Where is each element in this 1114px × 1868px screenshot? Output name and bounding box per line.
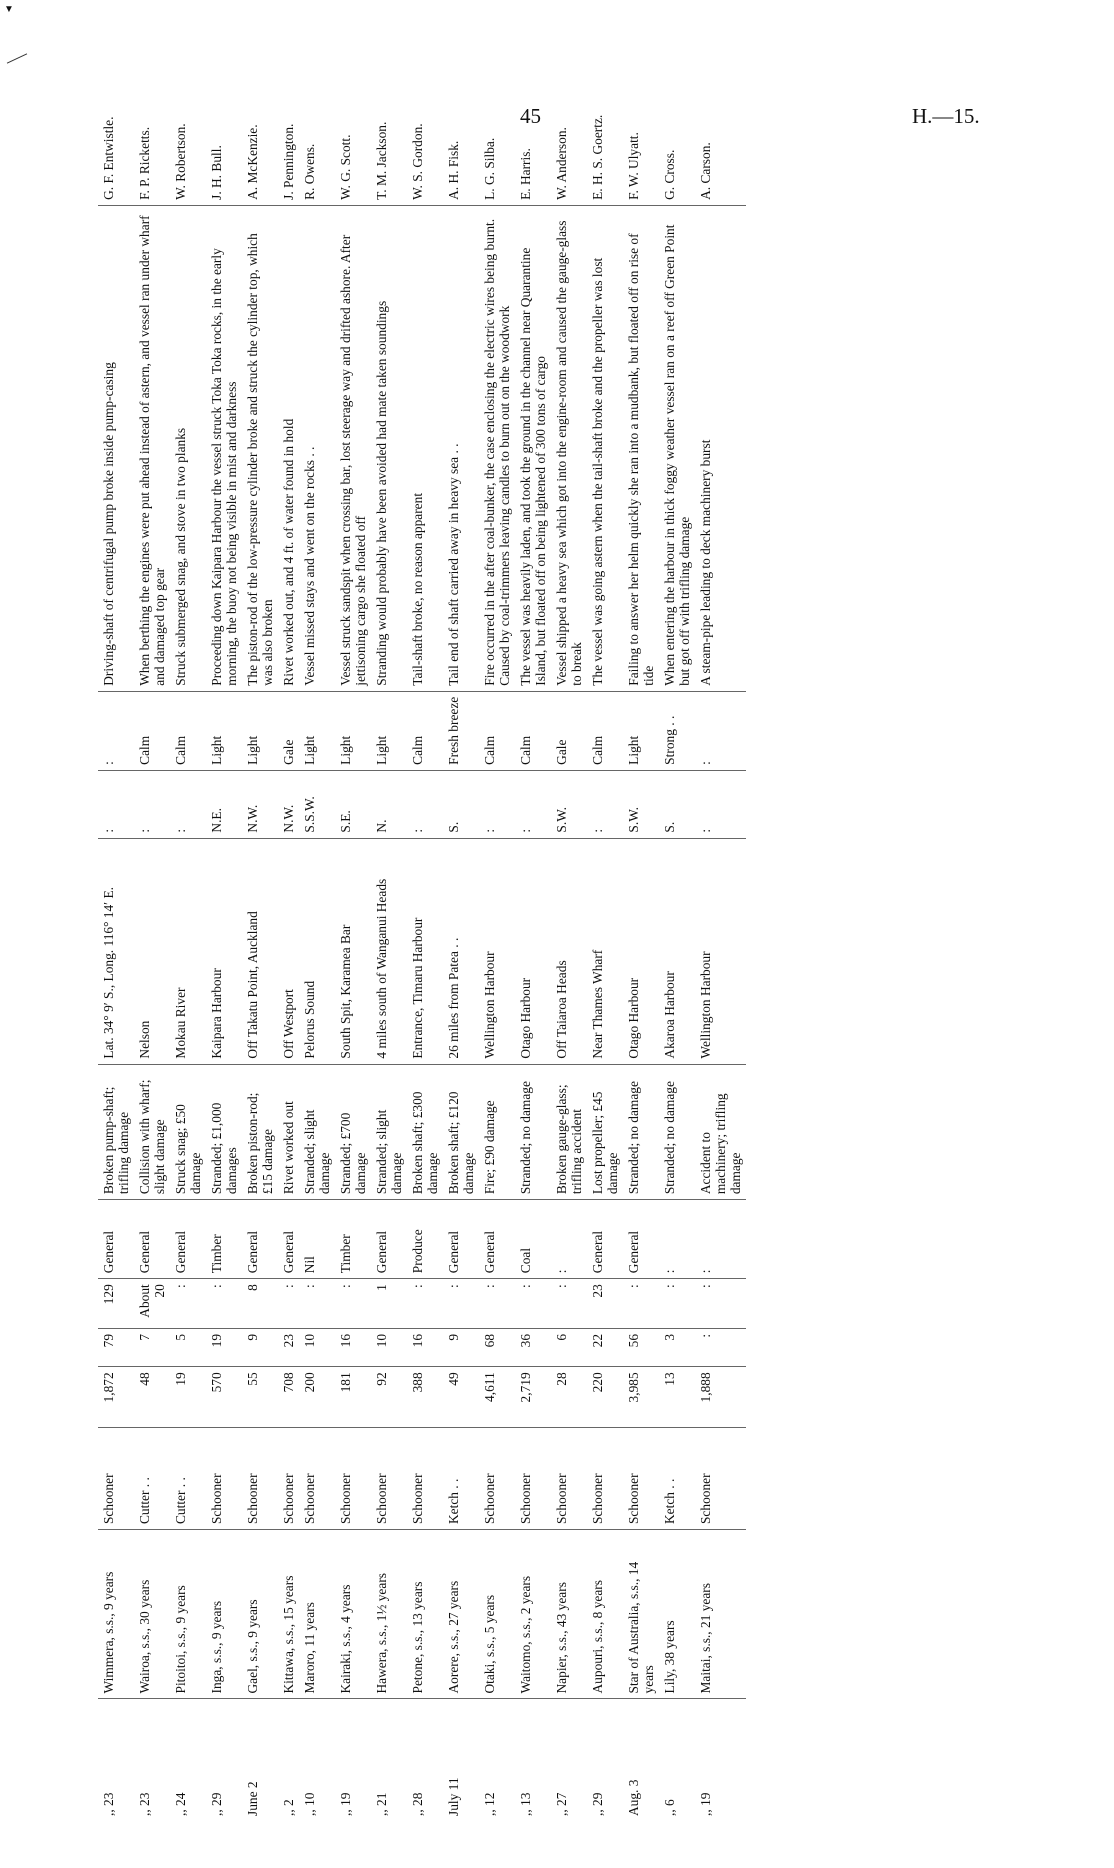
wind-direction-cell: N.W. <box>278 770 299 838</box>
wind-force-cell: Light <box>335 691 371 770</box>
crew-cell: 7 <box>134 1328 170 1366</box>
wind-force-cell: Gale <box>278 691 299 770</box>
master-cell: E. Harris. <box>515 81 551 205</box>
rig-cell: Schooner <box>551 1428 587 1530</box>
master-cell: J. H. Bull. <box>206 81 242 205</box>
crew-cell: 5 <box>170 1328 206 1366</box>
crew-cell: 22 <box>587 1328 623 1366</box>
tonnage-cell: 2,719 <box>515 1367 551 1428</box>
tonnage-cell: 388 <box>407 1367 443 1428</box>
cargo-cell: General <box>443 1200 479 1279</box>
wind-direction-cell: : <box>587 770 623 838</box>
cause-cell: The vessel was going astern when the tail-shaft broke and the propeller was lost <box>587 205 623 691</box>
passengers-cell: : <box>479 1279 515 1329</box>
master-cell: G. F. Entwistle. <box>98 81 134 205</box>
rig-cell: Schooner <box>299 1428 335 1530</box>
wind-direction-cell: : <box>695 770 746 838</box>
wind-force-cell: Calm <box>170 691 206 770</box>
wind-force-cell: Gale <box>551 691 587 770</box>
table-row <box>299 81 335 1821</box>
place-cell: Kaipara Harbour <box>206 838 242 1064</box>
wind-direction-cell: : <box>134 770 170 838</box>
vessel-cell: Star of Australia, s.s., 14 years <box>623 1530 659 1699</box>
passengers-cell: 8 <box>242 1279 278 1329</box>
rig-cell: Schooner <box>407 1428 443 1530</box>
passengers-cell: 129 <box>98 1279 134 1329</box>
vessel-cell: Gael, s.s., 9 years <box>242 1530 278 1699</box>
table-row <box>98 81 134 1821</box>
place-cell: Off Takatu Point, Auckland <box>242 838 278 1064</box>
tonnage-cell: 200 <box>299 1367 335 1428</box>
passengers-cell: : <box>170 1279 206 1329</box>
nature-cell: Lost propeller; £45 damage <box>587 1064 623 1200</box>
rig-cell: Schooner <box>515 1428 551 1530</box>
table-row <box>623 81 659 1821</box>
rig-cell: Cutter . . <box>170 1428 206 1530</box>
vessel-cell: Inga, s.s., 9 years <box>206 1530 242 1699</box>
wind-force-cell: Light <box>206 691 242 770</box>
tonnage-cell: 708 <box>278 1367 299 1428</box>
master-cell: L. G. Silba. <box>479 81 515 205</box>
master-cell: F. P. Ricketts. <box>134 81 170 205</box>
date-cell: ,, 29 <box>590 1792 605 1816</box>
casualty-table-rotated <box>98 81 1058 1821</box>
passengers-cell: : <box>299 1279 335 1329</box>
page-reference: H.—15. <box>912 104 980 128</box>
vessel-cell: Aupouri, s.s., 8 years <box>587 1530 623 1699</box>
wind-force-cell: Calm <box>587 691 623 770</box>
nature-cell: Fire; £90 damage <box>479 1064 515 1200</box>
wind-force-cell: Light <box>371 691 407 770</box>
place-cell: Pelorus Sound <box>299 838 335 1064</box>
date-cell: ,, 19 <box>338 1792 353 1816</box>
rig-cell: Schooner <box>98 1428 134 1530</box>
cargo-cell: General <box>371 1200 407 1279</box>
nature-cell: Collision with wharf; slight damage <box>134 1064 170 1200</box>
passengers-cell: : <box>515 1279 551 1329</box>
cause-cell: Rivet worked out, and 4 ft. of water found in hold <box>278 205 299 691</box>
crew-cell: 3 <box>659 1328 695 1366</box>
wind-force-cell: Strong . . <box>659 691 695 770</box>
wind-direction-cell: S.W. <box>623 770 659 838</box>
page-number: 45 <box>520 104 541 128</box>
table-row <box>587 81 623 1821</box>
tonnage-cell: 3,985 <box>623 1367 659 1428</box>
date-cell: Aug. 3 <box>626 1779 641 1816</box>
nature-cell: Struck snag; £50 damage <box>170 1064 206 1200</box>
crew-cell: 16 <box>335 1328 371 1366</box>
table-row <box>407 81 443 1821</box>
nature-cell: Stranded; no damage <box>659 1064 695 1200</box>
master-cell: G. Cross. <box>659 81 695 205</box>
date-cell: ,, 29 <box>209 1792 224 1816</box>
wind-direction-cell: : <box>170 770 206 838</box>
passengers-cell: : <box>206 1279 242 1329</box>
master-cell: T. M. Jackson. <box>371 81 407 205</box>
place-cell: Off Westport <box>278 838 299 1064</box>
cargo-cell: : <box>659 1200 695 1279</box>
table-row <box>515 81 551 1821</box>
passengers-cell: : <box>443 1279 479 1329</box>
casualty-table <box>98 81 746 1821</box>
vessel-cell: Kairaki, s.s., 4 years <box>335 1530 371 1699</box>
vessel-cell: Kittawa, s.s., 15 years <box>278 1530 299 1699</box>
rig-cell: Schooner <box>695 1428 746 1530</box>
place-cell: Wellington Harbour <box>479 838 515 1064</box>
crew-cell: 23 <box>278 1328 299 1366</box>
nature-cell: Stranded; £1,000 damages <box>206 1064 242 1200</box>
master-cell: F. W. Ulyatt. <box>623 81 659 205</box>
nature-cell: Broken shaft; £300 damage <box>407 1064 443 1200</box>
wind-force-cell: Calm <box>515 691 551 770</box>
cargo-cell: : <box>551 1200 587 1279</box>
nature-cell: Stranded; £700 damage <box>335 1064 371 1200</box>
place-cell: 26 miles from Patea . . <box>443 838 479 1064</box>
date-cell: ,, 2 <box>281 1799 296 1816</box>
crew-cell: : <box>695 1328 746 1366</box>
crew-cell: 79 <box>98 1328 134 1366</box>
master-cell: E. H. S. Goertz. <box>587 81 623 205</box>
margin-stroke <box>7 53 27 63</box>
rig-cell: Schooner <box>623 1428 659 1530</box>
place-cell: Entrance, Timaru Harbour <box>407 838 443 1064</box>
cause-cell: Fire occurred in the after coal-bunker, the case enclosing the electric wires being burnt. Caused by coal-trimmers leaving candles to burn out on the woodwork <box>479 205 515 691</box>
tonnage-cell: 92 <box>371 1367 407 1428</box>
wind-direction-cell: S. <box>443 770 479 838</box>
nature-cell: Broken piston-rod; £15 damage <box>242 1064 278 1200</box>
cargo-cell: General <box>242 1200 278 1279</box>
crew-cell: 9 <box>443 1328 479 1366</box>
cargo-cell: Timber <box>206 1200 242 1279</box>
crew-cell: 6 <box>551 1328 587 1366</box>
nature-cell: Stranded; no damage <box>515 1064 551 1200</box>
cause-cell: Tail end of shaft carried away in heavy sea . . <box>443 205 479 691</box>
date-cell: ,, 19 <box>698 1792 713 1816</box>
wind-force-cell: : <box>695 691 746 770</box>
passengers-cell: : <box>695 1279 746 1329</box>
cargo-cell: General <box>134 1200 170 1279</box>
cargo-cell: General <box>98 1200 134 1279</box>
date-cell: July 11 <box>446 1777 461 1816</box>
master-cell: W. S. Gordon. <box>407 81 443 205</box>
cause-cell: The vessel was heavily laden, and took the ground in the channel near Quarantine Island, but floated off on being lightened of 300 tons of cargo <box>515 205 551 691</box>
cause-cell: Proceeding down Kaipara Harbour the vessel struck Toka Toka rocks, in the early morning, the buoy not being visible in mist and darkness <box>206 205 242 691</box>
vessel-cell: Napier, s.s., 43 years <box>551 1530 587 1699</box>
crew-cell: 10 <box>371 1328 407 1366</box>
table-row <box>170 81 206 1821</box>
passengers-cell: : <box>407 1279 443 1329</box>
wind-direction-cell: S. <box>659 770 695 838</box>
cause-cell: Struck submerged snag, and stove in two planks <box>170 205 206 691</box>
master-cell: A. McKenzie. <box>242 81 278 205</box>
crew-cell: 9 <box>242 1328 278 1366</box>
tonnage-cell: 19 <box>170 1367 206 1428</box>
passengers-cell: : <box>335 1279 371 1329</box>
wind-force-cell: Light <box>623 691 659 770</box>
wind-direction-cell: : <box>98 770 134 838</box>
crew-cell: 10 <box>299 1328 335 1366</box>
rig-cell: Schooner <box>278 1428 299 1530</box>
tonnage-cell: 1,888 <box>695 1367 746 1428</box>
tonnage-cell: 28 <box>551 1367 587 1428</box>
date-cell: ,, 6 <box>662 1799 677 1816</box>
date-cell: ,, 10 <box>302 1792 317 1816</box>
table-row <box>278 81 299 1821</box>
passengers-cell: 23 <box>587 1279 623 1329</box>
date-cell: ,, 28 <box>410 1792 425 1816</box>
rig-cell: Schooner <box>206 1428 242 1530</box>
cause-cell: Vessel struck sandspit when crossing bar, lost steerage way and drifted ashore. After jettisoning cargo she floated off <box>335 205 371 691</box>
vessel-cell: Maitai, s.s., 21 years <box>695 1530 746 1699</box>
vessel-cell: Petone, s.s., 13 years <box>407 1530 443 1699</box>
tonnage-cell: 570 <box>206 1367 242 1428</box>
date-cell: ,, 12 <box>482 1792 497 1816</box>
rig-cell: Schooner <box>479 1428 515 1530</box>
nature-cell: Stranded; slight damage <box>299 1064 335 1200</box>
passengers-cell: : <box>278 1279 299 1329</box>
cause-cell: The piston-rod of the low-pressure cylinder broke and struck the cylinder top, which was also broken <box>242 205 278 691</box>
wind-direction-cell: : <box>407 770 443 838</box>
table-row <box>479 81 515 1821</box>
wind-force-cell: Fresh breeze <box>443 691 479 770</box>
cargo-cell: General <box>479 1200 515 1279</box>
nature-cell: Rivet worked out <box>278 1064 299 1200</box>
wind-force-cell: Calm <box>407 691 443 770</box>
cause-cell: Driving-shaft of centrifugal pump broke inside pump-casing <box>98 205 134 691</box>
table-row <box>659 81 695 1821</box>
tonnage-cell: 13 <box>659 1367 695 1428</box>
date-cell: ,, 27 <box>554 1792 569 1816</box>
cargo-cell: General <box>170 1200 206 1279</box>
tonnage-cell: 49 <box>443 1367 479 1428</box>
cause-cell: When entering the harbour in thick foggy weather vessel ran on a reef off Green Point but got off with trifling damage <box>659 205 695 691</box>
cause-cell: Stranding would probably have been avoided had mate taken soundings <box>371 205 407 691</box>
nature-cell: Accident to machinery; trifling damage <box>695 1064 746 1200</box>
cargo-cell: : <box>695 1200 746 1279</box>
place-cell: South Spit, Karamea Bar <box>335 838 371 1064</box>
passengers-cell: : <box>623 1279 659 1329</box>
place-cell: 4 miles south of Wanganui Heads <box>371 838 407 1064</box>
vessel-cell: Aorere, s.s., 27 years <box>443 1530 479 1699</box>
place-cell: Wellington Harbour <box>695 838 746 1064</box>
tonnage-cell: 181 <box>335 1367 371 1428</box>
passengers-cell: : <box>659 1279 695 1329</box>
vessel-cell: Wimmera, s.s., 9 years <box>98 1530 134 1699</box>
crew-cell: 56 <box>623 1328 659 1366</box>
wind-direction-cell: : <box>479 770 515 838</box>
master-cell: A. H. Fisk. <box>443 81 479 205</box>
table-row <box>206 81 242 1821</box>
wind-force-cell: : <box>98 691 134 770</box>
wind-force-cell: Light <box>299 691 335 770</box>
date-cell: ,, 23 <box>101 1792 116 1816</box>
wind-direction-cell: N. <box>371 770 407 838</box>
date-cell: ,, 23 <box>137 1792 152 1816</box>
tonnage-cell: 220 <box>587 1367 623 1428</box>
master-cell: W. Robertson. <box>170 81 206 205</box>
cause-cell: Tail-shaft broke, no reason apparent <box>407 205 443 691</box>
wind-force-cell: Calm <box>479 691 515 770</box>
corner-mark: ▼ <box>4 4 14 15</box>
rig-cell: Cutter . . <box>134 1428 170 1530</box>
table-row <box>134 81 170 1821</box>
cause-cell: Vessel shipped a heavy sea which got into the engine-room and caused the gauge-glass to break <box>551 205 587 691</box>
cargo-cell: General <box>278 1200 299 1279</box>
cargo-cell: Produce <box>407 1200 443 1279</box>
wind-force-cell: Light <box>242 691 278 770</box>
master-cell: R. Owens. <box>299 81 335 205</box>
table-row <box>551 81 587 1821</box>
table-row <box>371 81 407 1821</box>
place-cell: Near Thames Wharf <box>587 838 623 1064</box>
cause-cell: When berthing the engines were put ahead instead of astern, and vessel ran under wharf and damaged top gear <box>134 205 170 691</box>
passengers-cell: : <box>551 1279 587 1329</box>
rig-cell: Ketch . . <box>659 1428 695 1530</box>
date-cell: ,, 13 <box>518 1792 533 1816</box>
table-body <box>98 81 746 1821</box>
vessel-cell: Waitomo, s.s., 2 years <box>515 1530 551 1699</box>
tonnage-cell: 55 <box>242 1367 278 1428</box>
rig-cell: Schooner <box>335 1428 371 1530</box>
nature-cell: Stranded; slight damage <box>371 1064 407 1200</box>
tonnage-cell: 1,872 <box>98 1367 134 1428</box>
table-row <box>335 81 371 1821</box>
place-cell: Akaroa Harbour <box>659 838 695 1064</box>
vessel-cell: Lily, 38 years <box>659 1530 695 1699</box>
crew-cell: 36 <box>515 1328 551 1366</box>
master-cell: W. G. Scott. <box>335 81 371 205</box>
master-cell: J. Pennington. <box>278 81 299 205</box>
master-cell: A. Carson. <box>695 81 746 205</box>
place-cell: Off Taiaroa Heads <box>551 838 587 1064</box>
nature-cell: Broken gauge-glass; trifling accident <box>551 1064 587 1200</box>
cargo-cell: General <box>623 1200 659 1279</box>
crew-cell: 68 <box>479 1328 515 1366</box>
crew-cell: 19 <box>206 1328 242 1366</box>
table-row <box>443 81 479 1821</box>
rig-cell: Ketch . . <box>443 1428 479 1530</box>
place-cell: Mokau River <box>170 838 206 1064</box>
vessel-cell: Otaki, s.s., 5 years <box>479 1530 515 1699</box>
nature-cell: Broken shaft; £120 damage <box>443 1064 479 1200</box>
wind-direction-cell: S.E. <box>335 770 371 838</box>
cargo-cell: Timber <box>335 1200 371 1279</box>
passengers-cell: About 20 <box>134 1279 170 1329</box>
place-cell: Otago Harbour <box>515 838 551 1064</box>
wind-direction-cell: S.W. <box>551 770 587 838</box>
rig-cell: Schooner <box>242 1428 278 1530</box>
table-row <box>242 81 278 1821</box>
wind-direction-cell: : <box>515 770 551 838</box>
vessel-cell: Hawera, s.s., 1½ years <box>371 1530 407 1699</box>
table-row <box>695 81 746 1821</box>
rig-cell: Schooner <box>587 1428 623 1530</box>
vessel-cell: Pitoitoi, s.s., 9 years <box>170 1530 206 1699</box>
date-cell: ,, 24 <box>173 1792 188 1816</box>
crew-cell: 16 <box>407 1328 443 1366</box>
cargo-cell: General <box>587 1200 623 1279</box>
wind-force-cell: Calm <box>134 691 170 770</box>
rig-cell: Schooner <box>371 1428 407 1530</box>
cargo-cell: Coal <box>515 1200 551 1279</box>
tonnage-cell: 48 <box>134 1367 170 1428</box>
place-cell: Lat. 34° 9′ S., Long. 116° 14′ E. <box>98 838 134 1064</box>
nature-cell: Stranded; no damage <box>623 1064 659 1200</box>
vessel-cell: Wairoa, s.s., 30 years <box>134 1530 170 1699</box>
date-cell: June 2 <box>245 1781 260 1816</box>
cargo-cell: Nil <box>299 1200 335 1279</box>
master-cell: W. Anderson. <box>551 81 587 205</box>
place-cell: Nelson <box>134 838 170 1064</box>
passengers-cell: 1 <box>371 1279 407 1329</box>
tonnage-cell: 4,611 <box>479 1367 515 1428</box>
vessel-cell: Maroro, 11 years <box>299 1530 335 1699</box>
place-cell: Otago Harbour <box>623 838 659 1064</box>
date-cell: ,, 21 <box>374 1792 389 1816</box>
wind-direction-cell: N.W. <box>242 770 278 838</box>
wind-direction-cell: S.S.W. <box>299 770 335 838</box>
cause-cell: Vessel missed stays and went on the rocks . . <box>299 205 335 691</box>
cause-cell: Failing to answer her helm quickly she ran into a mudbank, but floated off on rise of tide <box>623 205 659 691</box>
cause-cell: A steam-pipe leading to deck machinery burst <box>695 205 746 691</box>
nature-cell: Broken pump-shaft; trifling damage <box>98 1064 134 1200</box>
wind-direction-cell: N.E. <box>206 770 242 838</box>
